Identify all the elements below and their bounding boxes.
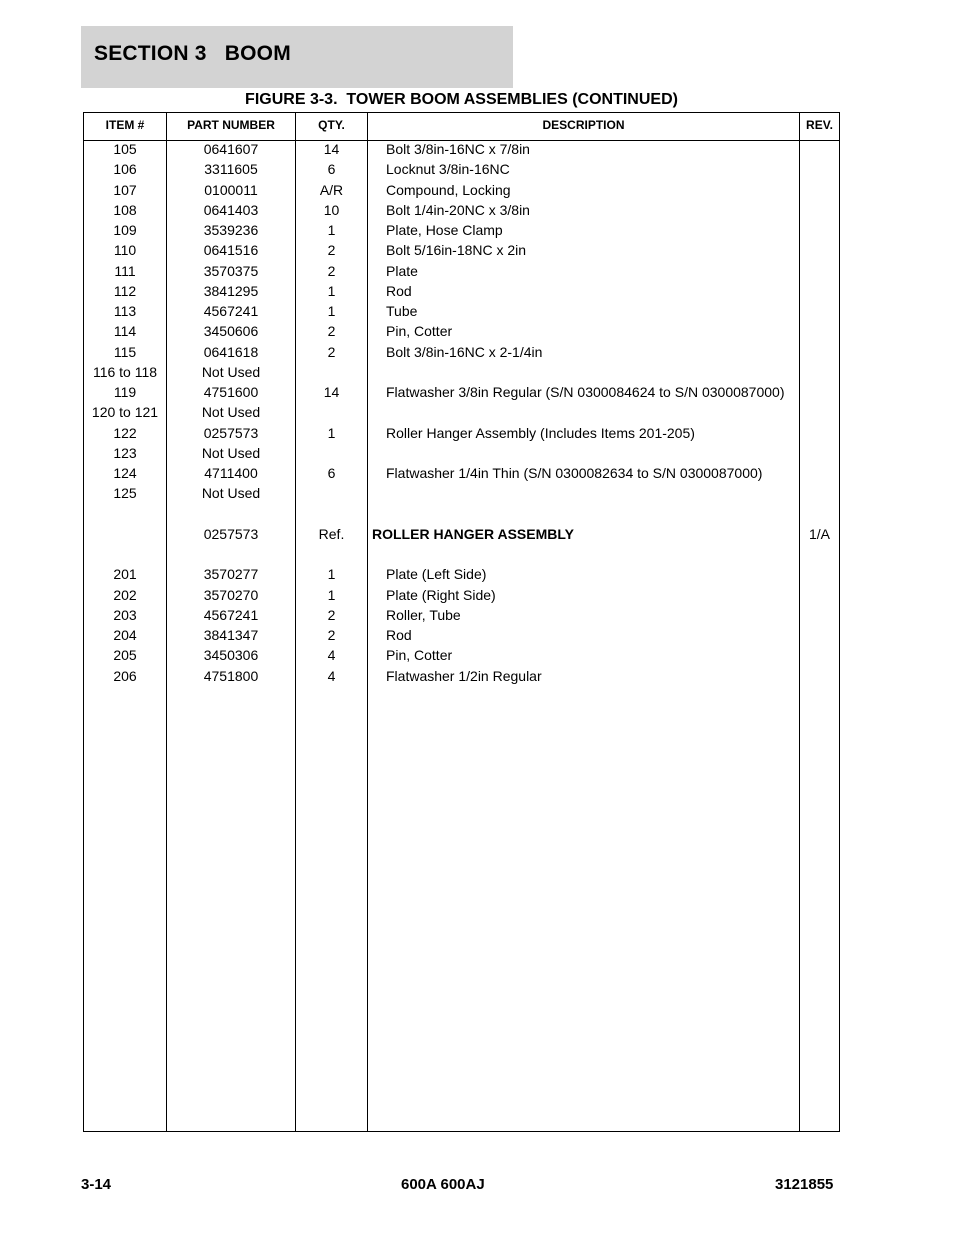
qty-cell: 1 — [327, 586, 336, 603]
part-number-cell: 0641403 — [203, 201, 259, 218]
item-cell: 119 — [113, 384, 137, 400]
description-cell: Roller, Tube — [386, 606, 461, 623]
model-name: 600A 600AJ — [401, 1176, 485, 1193]
item-cell: 201 — [113, 566, 137, 583]
table-row — [84, 321, 839, 341]
figure-title: FIGURE 3-3. TOWER BOOM ASSEMBLIES (CONTINUED) — [245, 91, 678, 108]
qty-cell — [296, 402, 367, 422]
description-cell — [386, 362, 796, 382]
item-cell — [84, 524, 166, 544]
part-number-cell: 0641516 — [203, 242, 259, 259]
table-row — [84, 180, 839, 200]
rev-cell — [800, 504, 839, 524]
rev-cell — [800, 645, 839, 665]
qty-cell: 6 — [327, 161, 336, 178]
rev-cell — [800, 159, 839, 179]
rev-cell — [800, 585, 839, 605]
description-cell — [386, 443, 796, 463]
part-number-cell: 3841295 — [203, 282, 259, 299]
item-cell: 116 to 118 — [92, 363, 158, 380]
table-row — [84, 625, 839, 645]
qty-cell: 14 — [323, 384, 340, 400]
part-number-cell: 4711400 — [204, 465, 258, 481]
rev-cell — [800, 423, 839, 443]
item-cell: 105 — [113, 141, 137, 157]
table-row — [84, 159, 839, 179]
part-number-cell: 3450306 — [203, 647, 259, 664]
document-number: 3121855 — [775, 1176, 834, 1193]
qty-cell: 2 — [327, 627, 336, 643]
description-cell: Locknut 3/8in-16NC — [386, 161, 510, 178]
part-number-cell: 4751800 — [203, 667, 259, 684]
item-cell: 203 — [113, 606, 137, 623]
part-number-cell: 3539236 — [203, 222, 259, 238]
description-cell: Bolt 5/16in-18NC x 2in — [386, 242, 527, 259]
parts-table — [83, 112, 840, 1132]
rev-cell — [800, 666, 839, 686]
part-number-cell: 4567241 — [203, 606, 259, 623]
item-cell: 115 — [113, 343, 137, 360]
table-row — [84, 200, 839, 220]
part-number-cell: Not Used — [201, 444, 261, 461]
part-number-cell — [167, 544, 295, 564]
qty-cell: 2 — [327, 262, 336, 279]
table-row — [84, 443, 839, 463]
table-row — [84, 362, 839, 382]
qty-cell — [296, 362, 367, 382]
item-cell: 113 — [113, 303, 137, 319]
rev-cell: 1/A — [808, 525, 830, 542]
item-cell: 108 — [113, 201, 137, 218]
description-cell: Compound, Locking — [386, 181, 511, 198]
table-row — [84, 342, 839, 362]
part-number-cell: 0100011 — [204, 181, 258, 198]
description-cell: Roller Hanger Assembly (Includes Items 201-205) — [386, 424, 695, 441]
qty-cell — [296, 504, 367, 524]
qty-cell: 2 — [327, 242, 336, 259]
rev-cell — [800, 362, 839, 382]
table-row — [84, 483, 839, 503]
qty-cell: 1 — [327, 222, 336, 238]
rev-cell — [800, 321, 839, 341]
part-number-cell: 4751600 — [203, 384, 259, 400]
rev-cell — [800, 200, 839, 220]
part-number-cell: 3311605 — [204, 161, 258, 178]
header-rev: REV. — [806, 118, 833, 132]
table-row — [84, 423, 839, 443]
section-title: SECTION 3 BOOM — [94, 42, 291, 65]
qty-cell — [296, 443, 367, 463]
table-row — [84, 564, 839, 584]
part-number-cell: Not Used — [201, 485, 261, 502]
part-number-cell: 0257573 — [203, 424, 259, 441]
part-number-cell — [167, 504, 295, 524]
qty-cell: 1 — [327, 303, 336, 319]
item-cell: 111 — [114, 262, 136, 279]
item-cell: 122 — [113, 424, 137, 441]
description-cell: ROLLER HANGER ASSEMBLY — [372, 525, 574, 542]
rev-cell — [800, 544, 839, 564]
qty-cell: 2 — [327, 323, 336, 340]
item-cell: 202 — [113, 586, 137, 603]
item-cell: 120 to 121 — [91, 404, 159, 421]
item-cell: 114 — [113, 323, 137, 340]
table-row — [84, 544, 839, 564]
header-qty: QTY. — [318, 118, 345, 132]
description-cell: Bolt 3/8in-16NC x 7/8in — [386, 141, 530, 157]
item-cell: 106 — [113, 161, 137, 178]
part-number-cell: Not Used — [201, 404, 261, 421]
part-number-cell: 0641618 — [203, 343, 259, 360]
rev-cell — [800, 463, 839, 483]
header-item: ITEM # — [105, 118, 145, 132]
part-number-cell: 0257573 — [203, 525, 259, 542]
rev-cell — [800, 625, 839, 645]
table-row — [84, 666, 839, 686]
description-cell: Plate (Left Side) — [386, 566, 487, 583]
table-row — [84, 139, 839, 159]
table-row — [84, 220, 839, 240]
part-number-cell: 3570375 — [203, 262, 259, 279]
qty-cell: 4 — [327, 667, 336, 684]
description-cell: Plate (Right Side) — [386, 586, 496, 603]
rev-cell — [800, 564, 839, 584]
description-cell — [386, 402, 796, 422]
part-number-cell: 4567241 — [203, 303, 259, 319]
table-row — [84, 301, 839, 321]
item-cell: 204 — [113, 627, 137, 643]
description-cell: Flatwasher 1/2in Regular — [386, 667, 542, 684]
description-cell: Pin, Cotter — [386, 323, 453, 340]
rev-cell — [800, 180, 839, 200]
item-cell: 112 — [113, 282, 137, 299]
description-cell: Flatwasher 1/4in Thin (S/N 0300082634 to S/N 0300087000) — [386, 465, 763, 481]
description-cell: Flatwasher 3/8in Regular (S/N 0300084624 to S/N 0300087000) — [386, 384, 785, 400]
description-cell — [386, 504, 796, 524]
rev-cell — [800, 281, 839, 301]
item-cell: 124 — [113, 465, 137, 481]
qty-cell: A/R — [319, 181, 344, 198]
rev-cell — [800, 220, 839, 240]
item-cell: 107 — [113, 181, 137, 198]
qty-cell: 1 — [327, 282, 336, 299]
description-cell — [386, 544, 796, 564]
qty-cell: 1 — [327, 424, 336, 441]
description-cell: Tube — [386, 303, 418, 319]
rev-cell — [800, 301, 839, 321]
description-cell — [386, 483, 796, 503]
header-part-number: PART NUMBER — [187, 118, 275, 132]
table-row — [84, 605, 839, 625]
qty-cell: 1 — [327, 566, 336, 583]
qty-cell: 14 — [323, 141, 340, 157]
rev-cell — [800, 240, 839, 260]
part-number-cell: 0641607 — [203, 141, 259, 157]
qty-cell — [296, 544, 367, 564]
rev-cell — [800, 382, 839, 402]
rev-cell — [800, 483, 839, 503]
part-number-cell: 3570277 — [203, 566, 259, 583]
description-cell: Plate, Hose Clamp — [386, 222, 503, 238]
item-cell: 205 — [113, 647, 137, 664]
table-row — [84, 524, 839, 544]
table-row — [84, 463, 839, 483]
table-row — [84, 585, 839, 605]
item-cell: 123 — [113, 444, 137, 461]
table-row — [84, 645, 839, 665]
table-row — [84, 402, 839, 422]
table-row — [84, 382, 839, 402]
rev-cell — [800, 261, 839, 281]
part-number-cell: 3570270 — [203, 586, 259, 603]
section-header — [81, 26, 513, 88]
item-cell — [84, 504, 166, 524]
description-cell: Pin, Cotter — [386, 647, 453, 664]
table-row — [84, 281, 839, 301]
qty-cell: 6 — [327, 465, 336, 481]
qty-cell: 2 — [327, 343, 336, 360]
description-cell: Bolt 3/8in-16NC x 2-1/4in — [386, 343, 543, 360]
item-cell: 206 — [113, 667, 137, 684]
rev-cell — [800, 139, 839, 159]
description-cell: Plate — [386, 262, 418, 279]
rev-cell — [800, 605, 839, 625]
part-number-cell: 3450606 — [203, 323, 259, 340]
description-cell: Rod — [386, 282, 412, 299]
part-number-cell: 3841347 — [203, 627, 259, 643]
qty-cell — [296, 483, 367, 503]
item-cell: 109 — [113, 222, 137, 238]
table-row — [84, 504, 839, 524]
item-cell: 110 — [113, 242, 137, 259]
item-cell — [84, 544, 166, 564]
qty-cell: 10 — [323, 201, 340, 218]
qty-cell: 4 — [327, 647, 336, 664]
table-row — [84, 240, 839, 260]
qty-cell: Ref. — [318, 525, 345, 542]
part-number-cell: Not Used — [201, 363, 261, 380]
qty-cell: 2 — [327, 606, 336, 623]
description-cell: Rod — [386, 627, 412, 643]
rev-cell — [800, 402, 839, 422]
rev-cell — [800, 443, 839, 463]
table-row — [84, 261, 839, 281]
rev-cell — [800, 342, 839, 362]
item-cell: 125 — [113, 485, 137, 502]
description-cell: Bolt 1/4in-20NC x 3/8in — [386, 201, 530, 218]
page-number: 3-14 — [81, 1176, 112, 1193]
header-description: DESCRIPTION — [542, 118, 625, 132]
